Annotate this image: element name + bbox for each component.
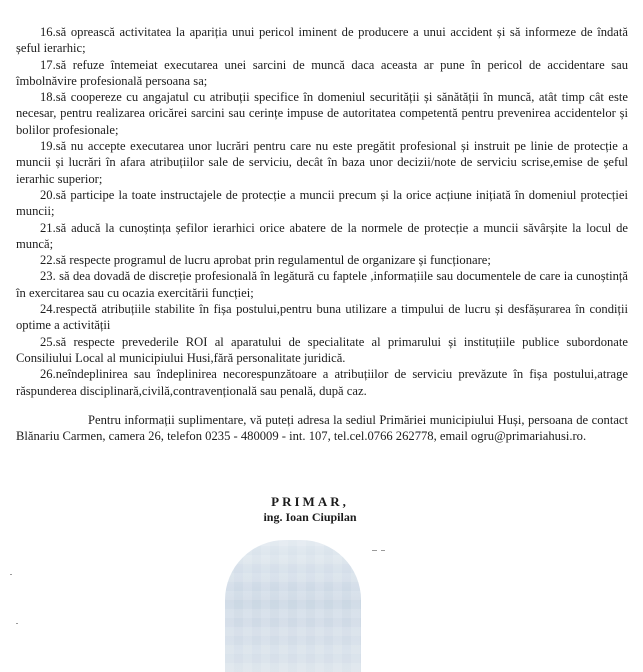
- duty-item-16: 16.să oprească activitatea la apariția unui pericol iminent de producere a unui accident și să informeze de îndată șeful ierarhic;: [16, 25, 628, 56]
- scan-mark: [16, 623, 18, 624]
- scan-mark: [381, 550, 385, 551]
- signature-block: [180, 493, 440, 525]
- scan-mark: [10, 574, 12, 575]
- duty-item-26: 26.neîndeplinirea sau îndeplinirea necorespunzătoare a atribuțiilor de serviciu prevăzute în fișa postului,atrage răspunderea disciplinară,civilă,contravențională sau penală, după caz.: [16, 367, 628, 398]
- duty-item-25: 25.să respecte prevederile ROI al aparatului de specialitate al primarului și instituțiile publice subordonate Consiliului Local al municipiului Husi,fără personalitate juridică.: [16, 334, 628, 365]
- signature-title: PRIMAR,: [271, 494, 349, 509]
- duty-item-19: 19.să nu accepte executarea unor lucrări pentru care nu este pregătit profesional și instruit pe linie de protecție a muncii și lucrări în afara atribuțiilor sale de serviciu, decât în baza unor decizii/note de serviciu scrise,emise de șeful ierarhic superior;: [16, 139, 628, 186]
- duty-item-21: 21.să aducă la cunoștința șefilor ierarhici orice abatere de la normele de protecție a muncii săvârșite la locul de muncă;: [16, 220, 628, 251]
- duties-list: [16, 24, 628, 399]
- duty-item-18: 18.să coopereze cu angajatul cu atribuții specifice în domeniul securității și sănătății în muncă, atât timp cât este necesar, pentru realizarea oricărei sarcini sau cerințe impuse de autoritatea competentă pentru prevenirea accidentelor și bolilor profesionale;: [16, 90, 628, 137]
- duty-item-17: 17.să refuze întemeiat executarea unei sarcini de muncă daca aceasta ar pune în pericol de accidentare sau îmbolnăvire profesională persoana sa;: [16, 57, 628, 88]
- duty-item-23: 23. să dea dovadă de discreție profesională în legătură cu faptele ,informațiile sau documentele de care ia cunoștință în exercitarea sau cu ocazia exercitării funcției;: [16, 269, 628, 300]
- scan-mark: [372, 550, 377, 551]
- duty-item-22: 22.să respecte programul de lucru aprobat prin regulamentul de organizare și funcționare;: [40, 253, 491, 268]
- duty-item-20: 20.să participe la toate instructajele de protecție a muncii precum și la orice acțiune inițiată în domeniul protecției muncii;: [16, 187, 628, 219]
- redacted-stamp: [225, 540, 361, 672]
- duty-item-24: 24.respectă atribuțiile stabilite în fișa postului,pentru buna utilizare a timpului de lucru și desfășurarea în condiții optime a activității: [16, 302, 628, 333]
- contact-paragraph: Pentru informații suplimentare, vă puteți adresa la sediul Primăriei municipiului Huși, persoana de contact Blănariu Carmen, camera 26, telefon 0235 - 480009 - int. 107, tel.cel.0766 262778, email ogru@primariahusi.ro.: [16, 413, 628, 444]
- signature-name: ing. Ioan Ciupilan: [263, 510, 357, 524]
